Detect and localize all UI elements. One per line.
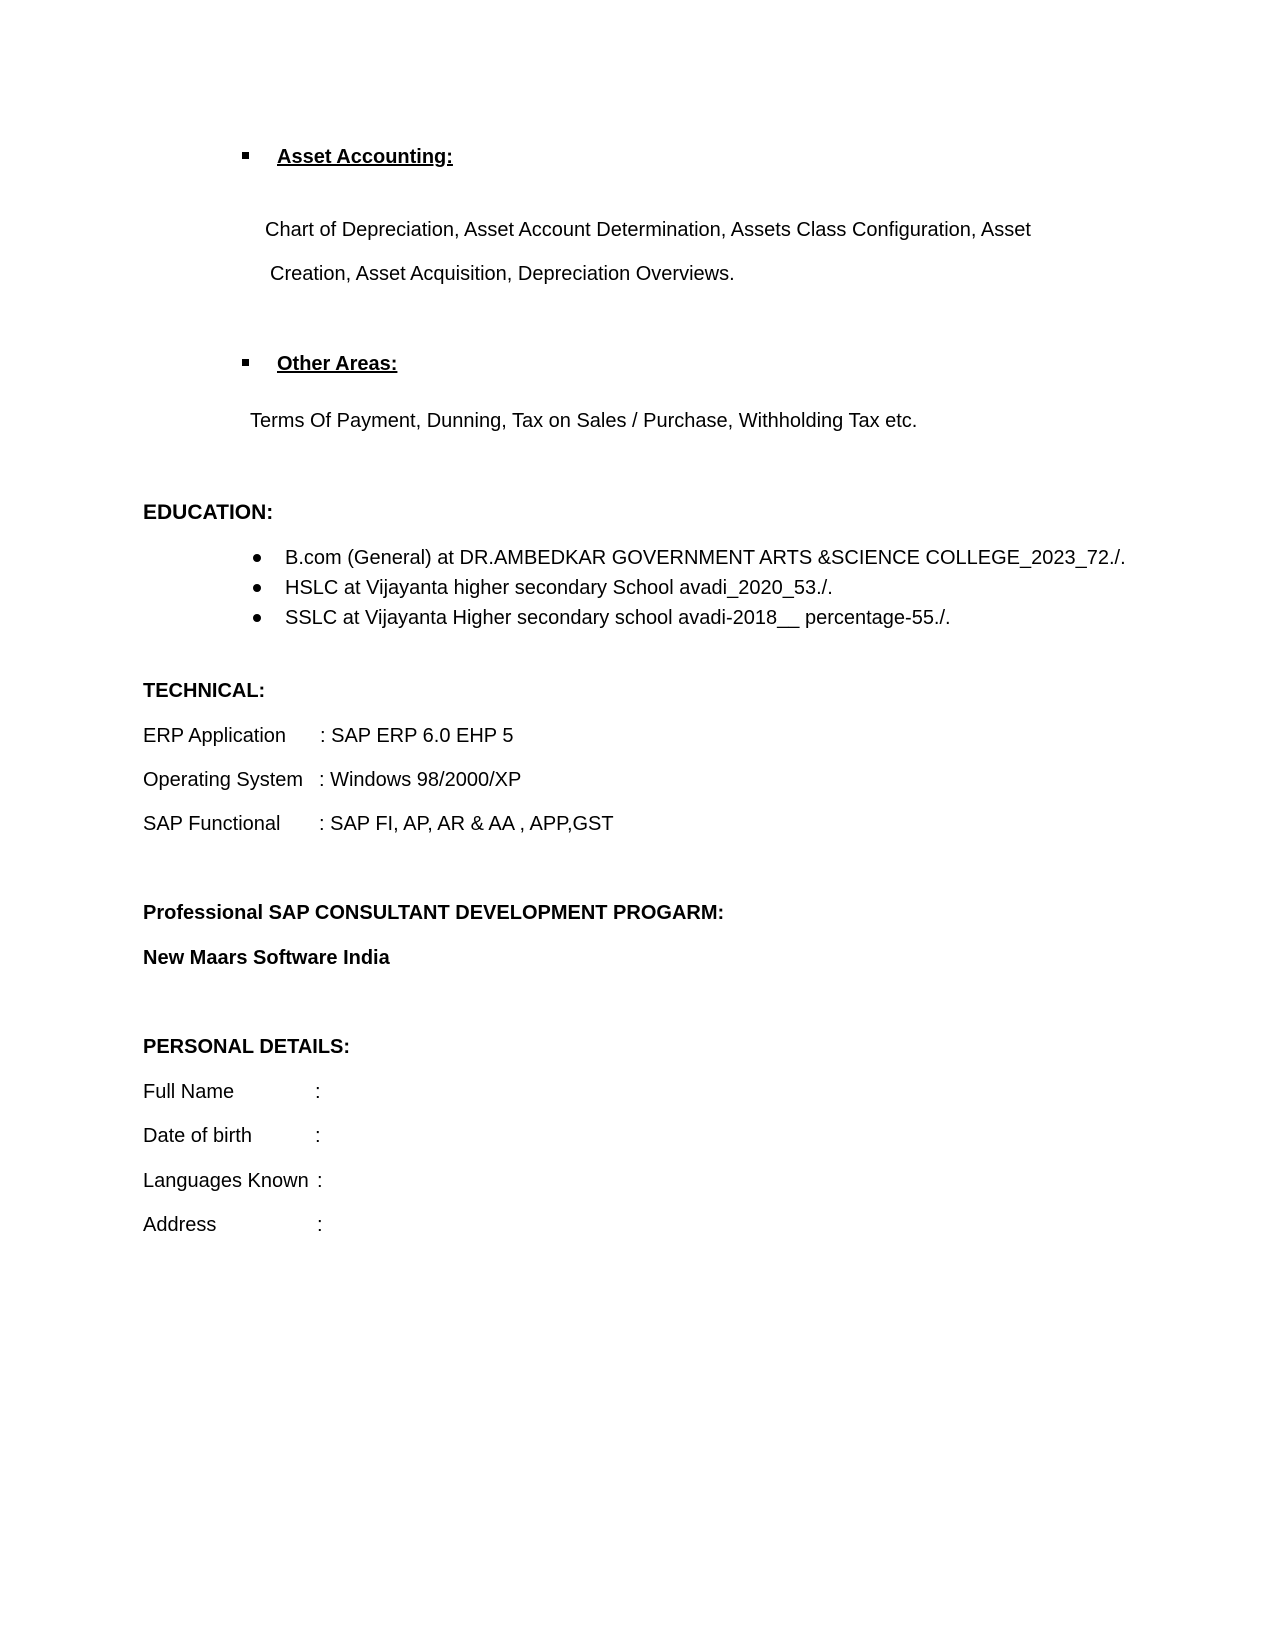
asset-accounting-line-2: Creation, Asset Acquisition, Depreciation Overviews. bbox=[270, 263, 735, 285]
personal-label: Address bbox=[143, 1214, 217, 1236]
personal-value: : bbox=[317, 1170, 323, 1192]
personal-label: Languages Known bbox=[143, 1170, 309, 1192]
technical-label: SAP Functional bbox=[143, 813, 281, 835]
technical-label: ERP Application bbox=[143, 725, 287, 747]
personal-value: : bbox=[315, 1081, 321, 1103]
square-bullet-icon bbox=[242, 152, 249, 159]
asset-accounting-line-1: Chart of Depreciation, Asset Account Determination, Assets Class Configuration, Asset bbox=[265, 219, 1031, 241]
other-areas-text: Terms Of Payment, Dunning, Tax on Sales / Purchase, Withholding Tax etc. bbox=[250, 410, 918, 432]
personal-label: Date of birth bbox=[143, 1125, 252, 1147]
personal-value: : bbox=[315, 1125, 321, 1147]
education-item: B.com (General) at DR.AMBEDKAR GOVERNMENT ARTS &SCIENCE COLLEGE_2023_72./. bbox=[285, 547, 1126, 569]
education-item: SSLC at Vijayanta Higher secondary school avadi-2018__ percentage-55./. bbox=[285, 607, 951, 629]
personal-label: Full Name bbox=[143, 1081, 235, 1103]
personal-value: : bbox=[317, 1214, 323, 1236]
education-item: HSLC at Vijayanta higher secondary School avadi_2020_53./. bbox=[285, 577, 833, 599]
round-bullet-icon bbox=[253, 584, 261, 592]
square-bullet-icon bbox=[242, 359, 249, 366]
technical-value: : SAP FI, AP, AR & AA , APP,GST bbox=[319, 813, 614, 835]
round-bullet-icon bbox=[253, 554, 261, 562]
other-areas-heading: Other Areas: bbox=[277, 353, 398, 375]
personal-details-heading: PERSONAL DETAILS: bbox=[143, 1036, 351, 1058]
technical-value: : Windows 98/2000/XP bbox=[319, 769, 522, 791]
technical-label: Operating System bbox=[143, 769, 304, 791]
program-heading: Professional SAP CONSULTANT DEVELOPMENT PROGARM: bbox=[143, 902, 725, 924]
asset-accounting-heading: Asset Accounting: bbox=[277, 146, 453, 168]
program-company: New Maars Software India bbox=[143, 947, 390, 969]
education-heading: EDUCATION: bbox=[143, 501, 274, 524]
technical-heading: TECHNICAL: bbox=[143, 680, 266, 702]
technical-value: : SAP ERP 6.0 EHP 5 bbox=[320, 725, 514, 747]
round-bullet-icon bbox=[253, 614, 261, 622]
